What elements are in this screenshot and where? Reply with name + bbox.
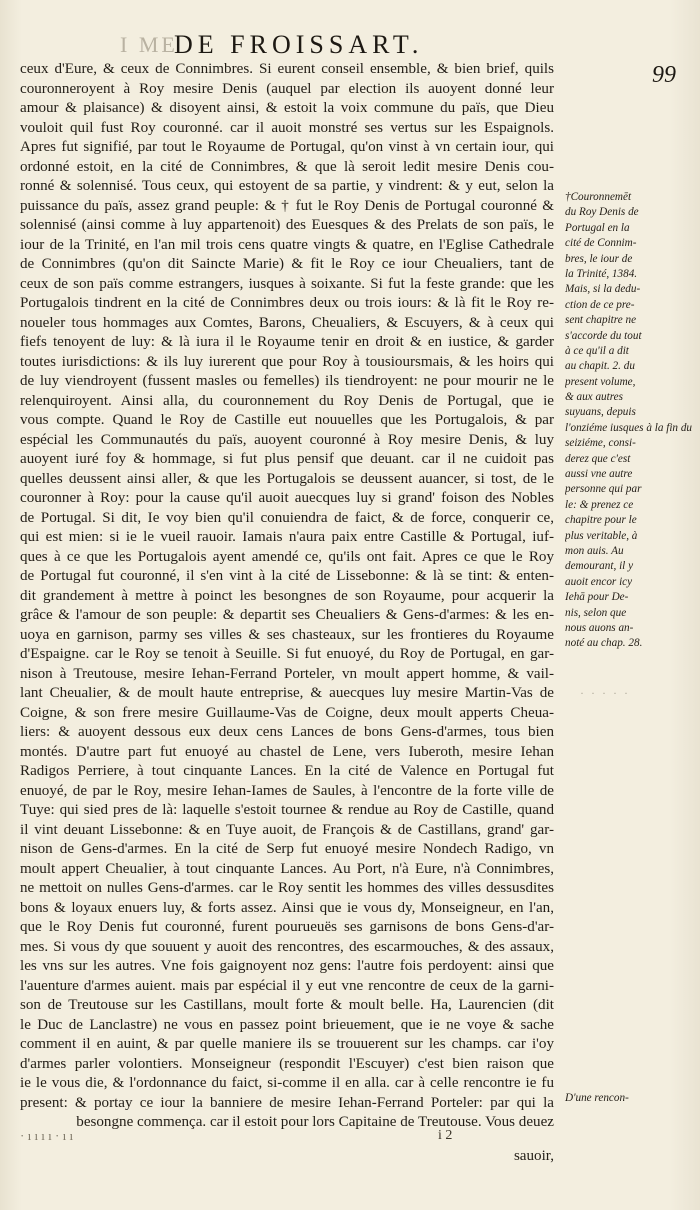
text-line: de Portugal fut couronné, il s'en vint à la cité de Lissebonne: & là se tint: & enten- (20, 568, 554, 584)
text-line: de luy viendroyent (fussent masles ou femelles) ils tiendroyent: ne pour mourir ne le (20, 373, 554, 389)
marginal-note-line: nous auons an- (565, 621, 634, 634)
marginal-note-line: du Roy Denis de (565, 206, 639, 219)
text-line: solennisé (ainsi comme à luy appartenoit) des Euesques & des Prelats de son païs, le (20, 217, 554, 233)
text-line: il vint deuant Lissebonne: & en Tuye auoit, de François & de Castillans, grand' gar- (20, 821, 554, 838)
marginal-note-line: Iehā pour De- (565, 591, 629, 604)
bleed-through-text: I ME (120, 32, 178, 57)
text-line: ronné & solennisé. Tous ceux, qui estoyent de sa partie, y vindrent: & y eut, selon la (20, 178, 554, 194)
text-line: d'armes parler volontiers. Monseigneur (respondit l'Escuyer) c'est bien raison que (20, 1055, 554, 1072)
text-line: les vns sur les autres. Vne fois gaignoyent noz gens: l'autre fois perdoyent: ainsi que (20, 958, 554, 974)
marginal-note-line: Portugal en la (565, 221, 630, 234)
text-line: ie le vous die, & l'ordonnance du faict, si-comme il en alla. car à celle rencontre ie fu (20, 1075, 554, 1091)
marginal-note (565, 190, 693, 652)
marginal-note-line: present volume, (565, 375, 636, 388)
text-line: bons & loyaux enuers luy, & forts assez. Ainsi que ie vous dy, Monseigneur, en l'an, (20, 899, 554, 916)
text-line: vouloit quil fust Roy couronné. car il auoit monstré ses vertus sur les Espaignols. (20, 119, 554, 136)
marginal-note-line: nis, selon que (565, 606, 627, 619)
text-line: liers: & auoyent dessous eux deux cens Lances de bons Gens-d'armes, tous bien (20, 724, 554, 740)
text-line: relenquiroyent. Ainsi alla, du couronnement du Roy Denis de Portugal, que ie (20, 392, 554, 409)
text-line: ordonné estoit, en la cité de Connimbres, & que là seroit ledit mesire Denis cou- (20, 158, 554, 175)
text-line: quelles deussent ainsi aller, & que les Portugalois se deussent auancer, si tost, de le (20, 470, 554, 487)
text-line: noueler tous hommages aux Comtes, Barons, Cheualiers, & Escuyers, & à ceux qui (20, 314, 554, 331)
marginal-note-line: seiziéme, consi- (565, 437, 636, 450)
text-line: ceux de son païs comme estrangers, iusques à soixante. Si fut la feste grande: que les (20, 275, 554, 292)
marginal-note-line: ction de ce pre- (565, 298, 635, 311)
marginal-note-line: suyuans, depuis (565, 406, 636, 419)
marginal-note-line: s'accorde du tout (565, 329, 642, 342)
main-text-column (20, 60, 554, 1133)
marginal-note-line: noté au chap. 28. (565, 637, 643, 650)
text-line: de Connimbres (qu'on dit Saincte Marie) & fit le Roy ce iour Cheualiers, tant de (20, 256, 554, 272)
text-line: grâce & l'amour de son peuple: & departit ses Cheualiers & Gens-d'armes: & les en- (20, 607, 554, 623)
marginal-note-line: demourant, il y (565, 560, 634, 573)
signature-mark: i 2 (438, 1128, 453, 1143)
text-line: iour de la Trinité, en l'an mil trois cens quatre vingts & quatre, en l'Eglise Cathedrale (20, 236, 554, 253)
text-line: nison à Treutouse, mesire Iehan-Ferrand Porteler, vn moult appert homme, & vail- (20, 665, 554, 682)
text-line: vous compte. Quand le Roy de Castille eut nouuelles que les Portugalois, & par (20, 412, 554, 428)
text-line: mes. Si vous dy que souuent y auoit des rencontres, des escarmouches, & des assaux, (20, 938, 554, 955)
marginal-note-line: cité de Connim- (565, 237, 637, 250)
marginal-note-line: au chapit. 2. du (565, 360, 635, 373)
text-line: Apres fut signifié, par tout le Royaume de Portugal, qu'on vinst à vn certain iour, qui (20, 139, 554, 155)
text-line: comment il en auint, & par quelle maniere ils se trouuerent sur les champs. car i'oy (20, 1036, 554, 1052)
page-number: 99 (652, 62, 676, 88)
text-line: auoyent iuré foy & hommage, si fut plus pensif que deuant. car il ne cuidoit pas (20, 451, 554, 467)
text-line: present: & portay ce iour la banniere de mesire Iehan-Ferrand Porteler: par qui la (20, 1094, 554, 1111)
marginal-note-line: aussi vne autre (565, 468, 633, 481)
text-line: ceux d'Eure, & ceux de Connimbres. Si eurent conseil ensemble, & bien brief, quils (20, 61, 554, 77)
marginal-note-line: Mais, si la dedu- (565, 283, 641, 296)
marginal-note-line: derez que c'est (565, 452, 631, 465)
text-line: qui est mien: si ie le vueil rauoir. Iamais n'aura paix entre Castille & Portugal, iuf- (20, 529, 554, 545)
text-line: moult appert Cheualier, à tout cinquante Lances. Au Port, n'à Eure, n'à Connimbres, (20, 860, 554, 877)
text-line: enuoyé, de par le Roy, mesire Iehan-Iames de Saules, à l'encontre de la forte ville de (20, 782, 554, 799)
marginal-note-line: personne qui par (565, 483, 642, 496)
text-line: son de Treutouse sur les Castillans, moult forte & moult belle. Ha, Laurencien (dit (20, 997, 554, 1013)
text-line: Tuye: qui sied pres de là: laquelle s'estoit tournee & rendue au Roy de Castille, quand (20, 802, 554, 818)
text-line: couronner à Roy: pour la cause qu'il auoit auecques luy si grand' foison des Nobles (20, 490, 554, 506)
text-line: puissance du païs, assez grand peuple: & † fut le Roy Denis de Portugal couronné & (20, 197, 554, 214)
text-line: toutes iurisdictions: & ils luy iurerent que pour Roy à tousioursmais, & les hoirs qui (20, 353, 554, 370)
text-line: montés. D'autre part fut enuoyé au chastel de Lene, vers Iuberoth, mesire Iehan (20, 743, 554, 760)
marginal-note-line: le: & prenez ce (565, 498, 634, 511)
marginal-note-line: mon auis. Au (565, 544, 624, 557)
marginal-note-line: auoit encor icy (565, 575, 633, 588)
marginal-catchword: D'une rencon- (565, 1092, 629, 1104)
text-line: le Duc de Lanclastre) ne vous en passez point brieuement, que ie ne voye & sache (20, 1016, 554, 1033)
text-line: Coigne, & son frere mesire Guillaume-Vas de Coigne, deux moult apperts Cheua- (20, 704, 554, 721)
text-line: Portugalois tindrent en la cité de Connimbres deux ou trois iours: & là fit le Roy re- (20, 295, 554, 311)
text-line: de Portugal. Si dit, Ie voy bien qu'il conuiendra de faict, & de force, conquerir ce, (20, 509, 554, 526)
text-line: espécial les Communautés du païs, auoyent couronné à Roy mesire Denis, & luy (20, 431, 554, 448)
text-line: amour & plaisance) & disoyent ainsi, & estoit la voix commune du païs, que Dieu (20, 100, 554, 116)
text-line: d'Espaigne. car le Roy se tenoit à Seuille. Si fut enuoyé, du Roy de Portugal, en gar- (20, 646, 554, 662)
text-line: lant Cheualier, & de moult haute entreprise, & auecques luy mesire Martin-Vas de (20, 685, 554, 701)
catchword: sauoir, (513, 1148, 554, 1164)
faded-signature-marks: · ı ı ı ı · ı ı (20, 1128, 74, 1143)
text-line: couronneroyent à Roy mesire Denis (auquel par election ils auoyent donné leur (20, 80, 554, 97)
marginal-note-line: †Couronnemēt (565, 191, 632, 203)
marginal-note-line: à ce qu'il a dit (565, 344, 629, 357)
text-line: nison de Gens-d'armes. En la cité de Serp fut enuoyé mesire Nondech Radigo, vn (20, 841, 554, 857)
text-line: fiefs tenoyent de luy: & là iura il le Royaume tenir en droit & en iustice, & garder (20, 334, 554, 350)
text-line: Radigos Perriere, à tout cinquante Lances. En la cité de Valence en Portugal fut (20, 763, 554, 779)
marginal-note-line: chapitre pour le (565, 514, 637, 527)
marginal-note-line: sent chapitre ne (565, 314, 637, 327)
text-line: que le Roy Denis fut couronné, furent pourueuës ses garnisons de bons Gens-d'ar- (20, 919, 554, 935)
text-line: ques à ce que les Portugalois ayent amendé ce, qu'ils ont fait. Apres ce que le Roy (20, 548, 554, 565)
text-line: besongne commença. car il estoit pour lors Capitaine de Treutouse. Vous deuez (76, 1114, 554, 1130)
text-line: ne mettoit on nulles Gens-d'armes. car le Roy sentit les hommes des villes dessusdites (20, 880, 554, 896)
marginal-note-line: l'onziéme iusques à la fin du (565, 421, 693, 434)
marginal-note-line: plus veritable, à (565, 529, 638, 542)
marginal-note-line: & aux autres (565, 391, 624, 404)
text-line: l'auenture d'armes auient. mais par espécial il y eut vne rencontre de ceux de la garni- (20, 977, 554, 994)
text-line: dit grandement à mettre à poinct les besongnes de son Royaume, pour acquerir la (20, 587, 554, 604)
text-line: uoya en garnison, parmy ses villes & ses chasteaux, sur les frontieres du Royaume (20, 626, 554, 643)
running-title: DE FROISSART. (174, 30, 424, 59)
marginal-note-line: bres, le iour de (565, 252, 633, 265)
marginal-faint-marks: · · · · · (580, 686, 630, 700)
marginal-note-line: la Trinité, 1384. (565, 267, 638, 280)
